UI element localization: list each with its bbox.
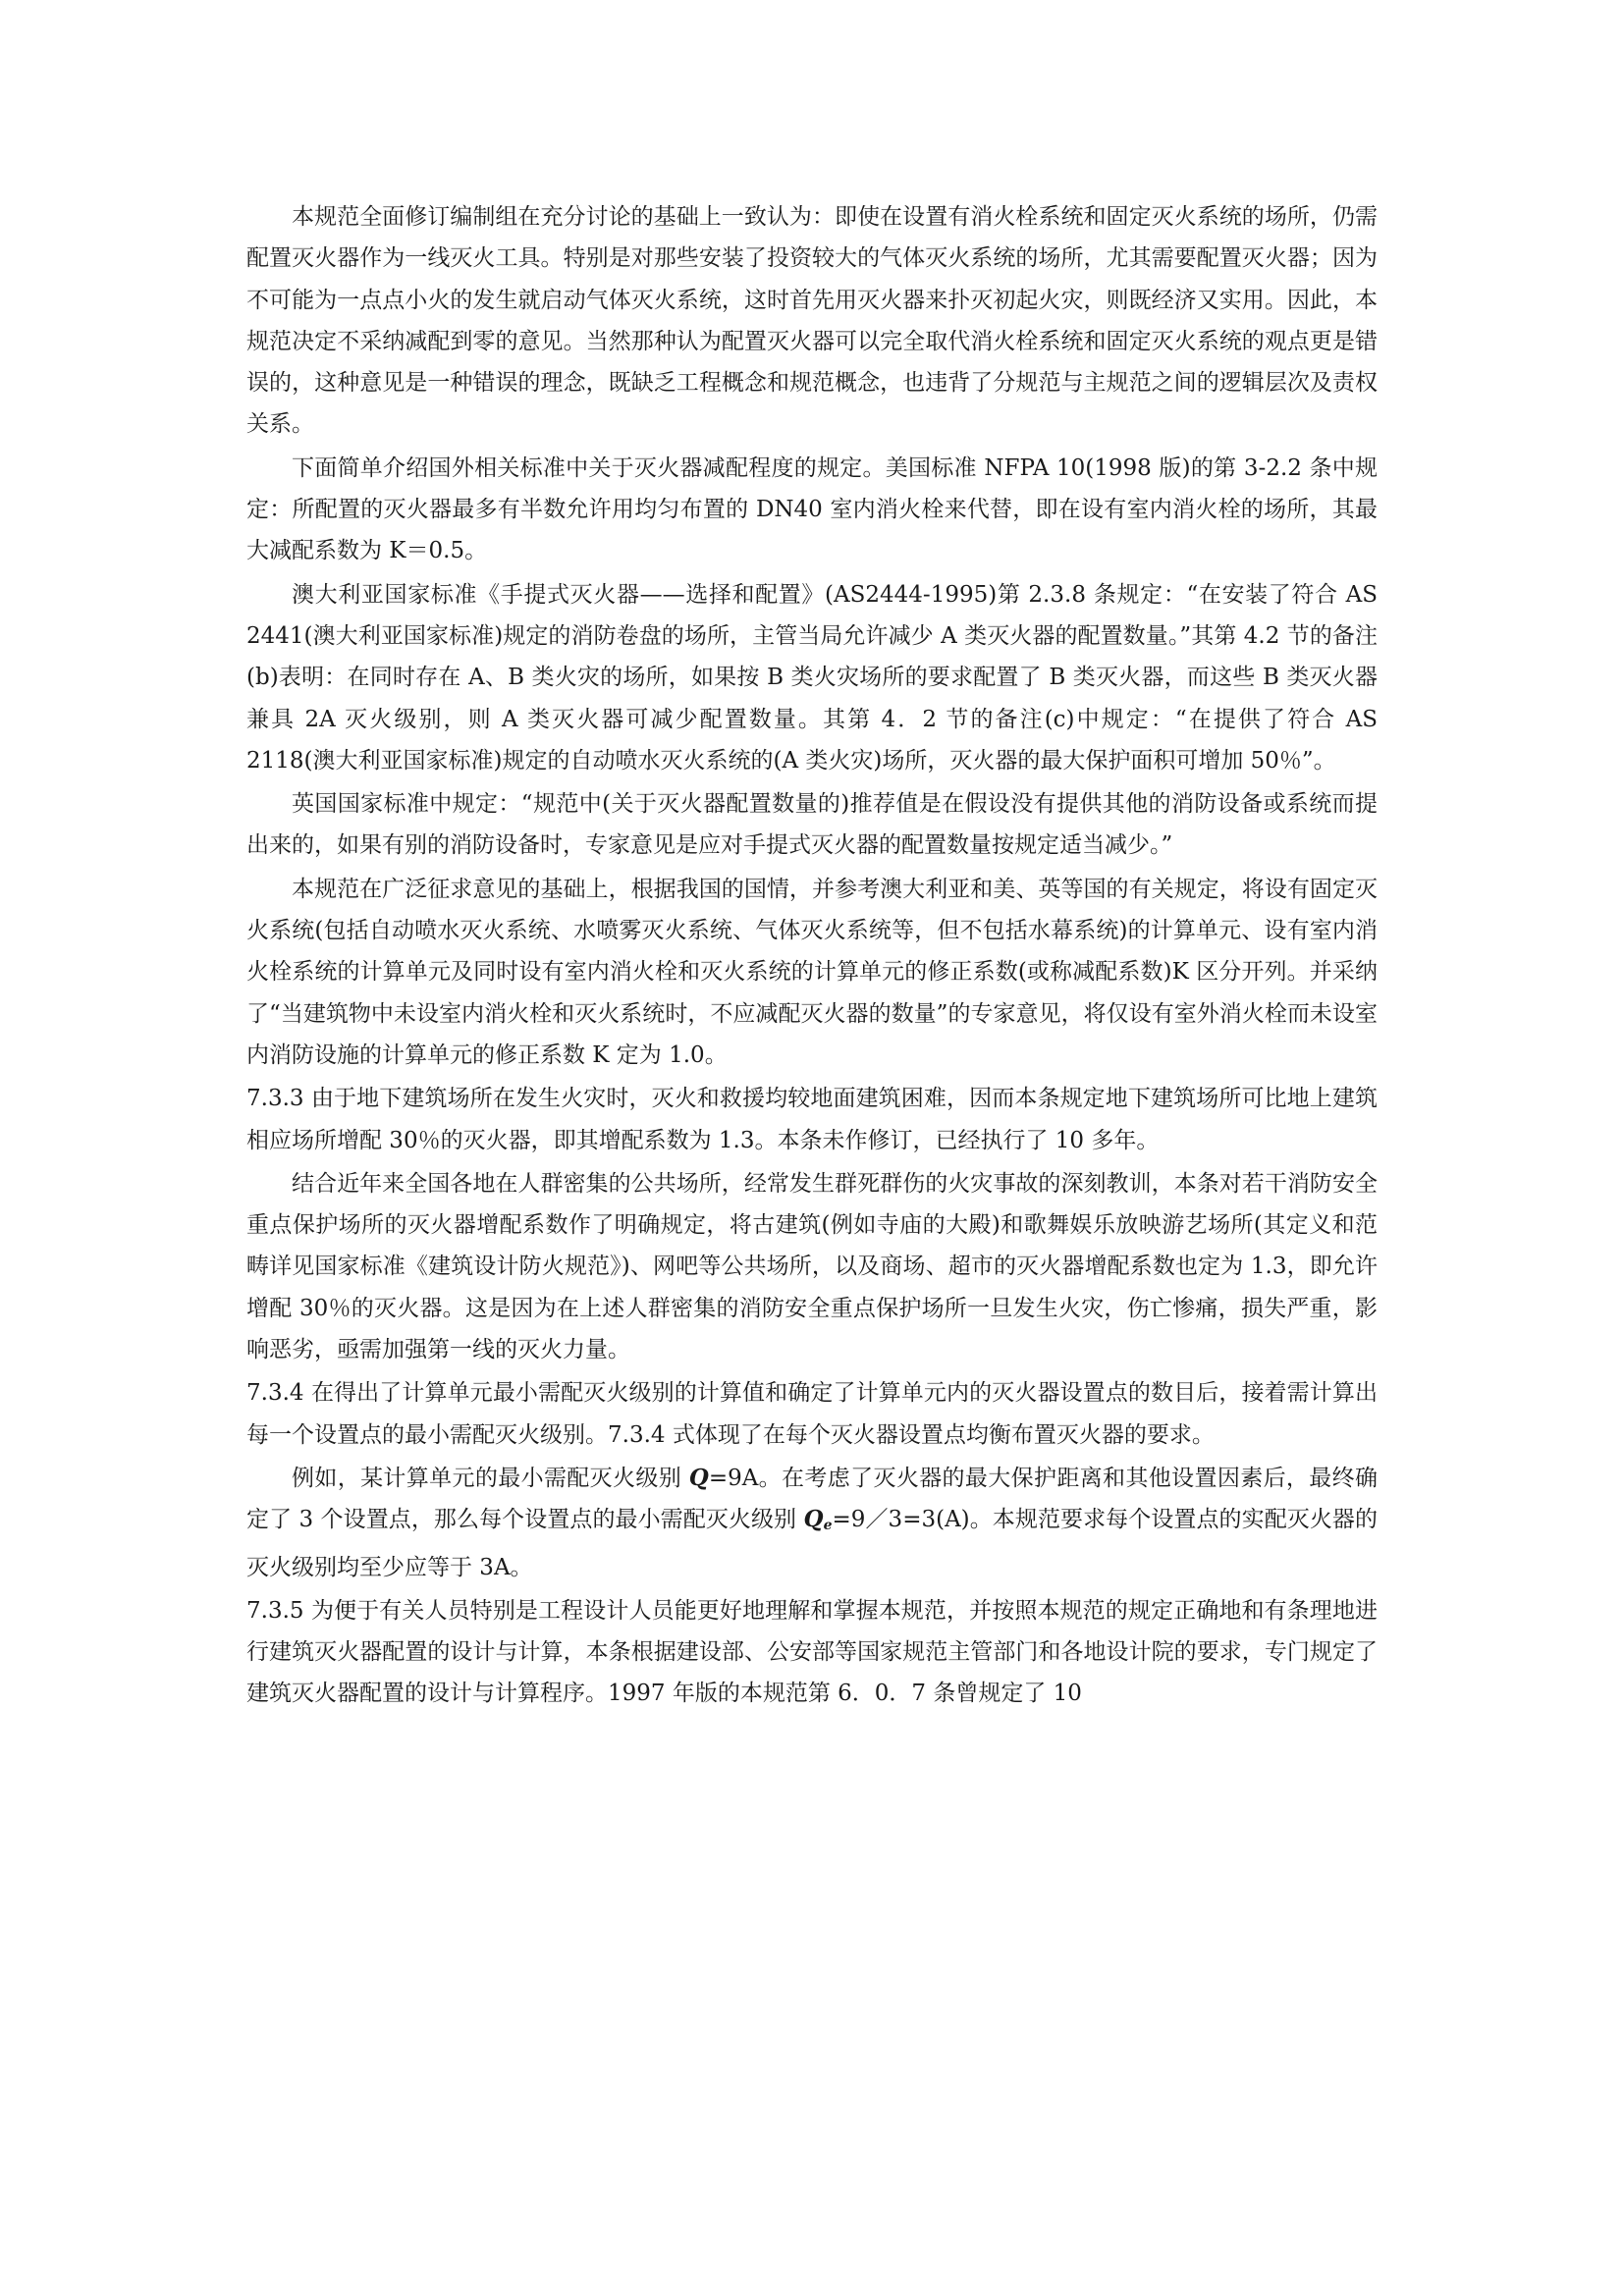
paragraph-example xyxy=(246,1458,1378,1588)
clause-7-3-3: 7.3.3 由于地下建筑场所在发生火灾时，灭火和救援均较地面建筑困难，因而本条规定地下建筑场所可比地上建筑相应场所增配 30％的灭火器，即其增配系数为 1.3。本条未作修订，已经执行了 10 多年。 xyxy=(246,1086,1378,1153)
qe-subscript: e xyxy=(823,1518,833,1534)
paragraph-crowded-places: 结合近年来全国各地在人群密集的公共场所，经常发生群死群伤的火灾事故的深刻教训，本条对若干消防安全重点保护场所的灭火器增配系数作了明确规定，将古建筑(例如寺庙的大殿)和歌舞娱乐放映游艺场所(其定义和范畴详见国家标准《建筑设计防火规范》)、网吧等公共场所，以及商场、超市的灭火器增配系数也定为 1.3，即允许增配 30％的灭火器。这是因为在上述人群密集的消防安全重点保护场所一旦发生火灾，伤亡惨痛，损失严重，影响恶劣，亟需加强第一线的灭火力量。 xyxy=(246,1170,1378,1363)
document-body xyxy=(246,196,1378,1717)
paragraph-consensus: 本规范全面修订编制组在充分讨论的基础上一致认为：即使在设置有消火栓系统和固定灭火系统的场所，仍需配置灭火器作为一线灭火工具。特别是对那些安装了投资较大的气体灭火系统的场所，尤其需要配置灭火器；因为不可能为一点点小火的发生就启动气体灭火系统，这时首先用灭火器来扑灭初起火灾，则既经济又实用。因此，本规范决定不采纳减配到零的意见。当然那种认为配置灭火器可以完全取代消火栓系统和固定灭火系统的观点更是错误的，这种意见是一种错误的理念，既缺乏工程概念和规范概念，也违背了分规范与主规范之间的逻辑层次及责权关系。 xyxy=(246,204,1378,438)
clause-7-3-5: 7.3.5 为便于有关人员特别是工程设计人员能更好地理解和掌握本规范，并按照本规范的规定正确地和有条理地进行建筑灭火器配置的设计与计算，本条根据建设部、公安部等国家规范主管部门和各地设计院的要求，专门规定了建筑灭火器配置的设计与计算程序。1997 年版的本规范第 6．0．7 条曾规定了 10 xyxy=(246,1597,1378,1707)
example-text-3: =9／3=3(A)。本规范要求每个设置点的实配灭火器的灭火级别均至少应等于 3A。 xyxy=(246,1507,1379,1580)
paragraph-this-code: 本规范在广泛征求意见的基础上，根据我国的国情，并参考澳大利亚和美、英等国的有关规定，将设有固定灭火系统(包括自动喷水灭火系统、水喷雾灭火系统、气体灭火系统等，但不包括水幕系统)的计算单元、设有室内消火栓系统的计算单元及同时设有室内消火栓和灭火系统的计算单元的修正系数(或称减配系数)K 区分开列。并采纳了“当建筑物中未设室内消火栓和灭火系统时，不应减配灭火器的数量”的专家意见，将仅设有室外消火栓而未设室内消防设施的计算单元的修正系数 K 定为 1.0。 xyxy=(246,876,1378,1068)
q-symbol: Q xyxy=(688,1464,709,1491)
paragraph-nfpa: 下面简单介绍国外相关标准中关于灭火器减配程度的规定。美国标准 NFPA 10(1998 版)的第 3-2.2 条中规定：所配置的灭火器最多有半数允许用均匀布置的 DN40 室内消火栓来代替，即在设有室内消火栓的场所，其最大减配系数为 K＝0.5。 xyxy=(246,454,1378,564)
paragraph-uk: 英国国家标准中规定：“规范中(关于灭火器配置数量的)推荐值是在假设没有提供其他的消防设备或系统而提出来的，如果有别的消防设备时，专家意见是应对手提式灭火器的配置数量按规定适当减少。” xyxy=(246,791,1378,859)
example-text-1: 例如，某计算单元的最小需配灭火级别 xyxy=(292,1465,689,1491)
example-text-2: =9A。在考虑了灭火器的最大保护距离和其他设置因素后，最终确定了 3 个设置点，那么每个设置点的最小需配灭火级别 xyxy=(246,1465,1379,1533)
paragraph-australia: 澳大利亚国家标准《手提式灭火器——选择和配置》(AS2444-1995)第 2.3.8 条规定：“在安装了符合 AS 2441(澳大利亚国家标准)规定的消防卷盘的场所，主管当局允许减少 A 类灭火器的配置数量。”其第 4.2 节的备注(b)表明：在同时存在 A、B 类火灾的场所，如果按 B 类火灾场所的要求配置了 B 类灭火器，而这些 B 类灭火器兼具 2A 灭火级别，则 A 类灭火器可减少配置数量。其第 4．2 节的备注(c)中规定：“在提供了符合 AS 2118(澳大利亚国家标准)规定的自动喷水灭火系统的(A 类火灾)场所，灭火器的最大保护面积可增加 50％”。 xyxy=(246,581,1378,774)
qe-symbol: Q xyxy=(803,1506,824,1533)
clause-7-3-4: 7.3.4 在得出了计算单元最小需配灭火级别的计算值和确定了计算单元内的灭火器设置点的数目后，接着需计算出每一个设置点的最小需配灭火级别。7.3.4 式体现了在每个灭火器设置点均衡布置灭火器的要求。 xyxy=(246,1380,1378,1448)
